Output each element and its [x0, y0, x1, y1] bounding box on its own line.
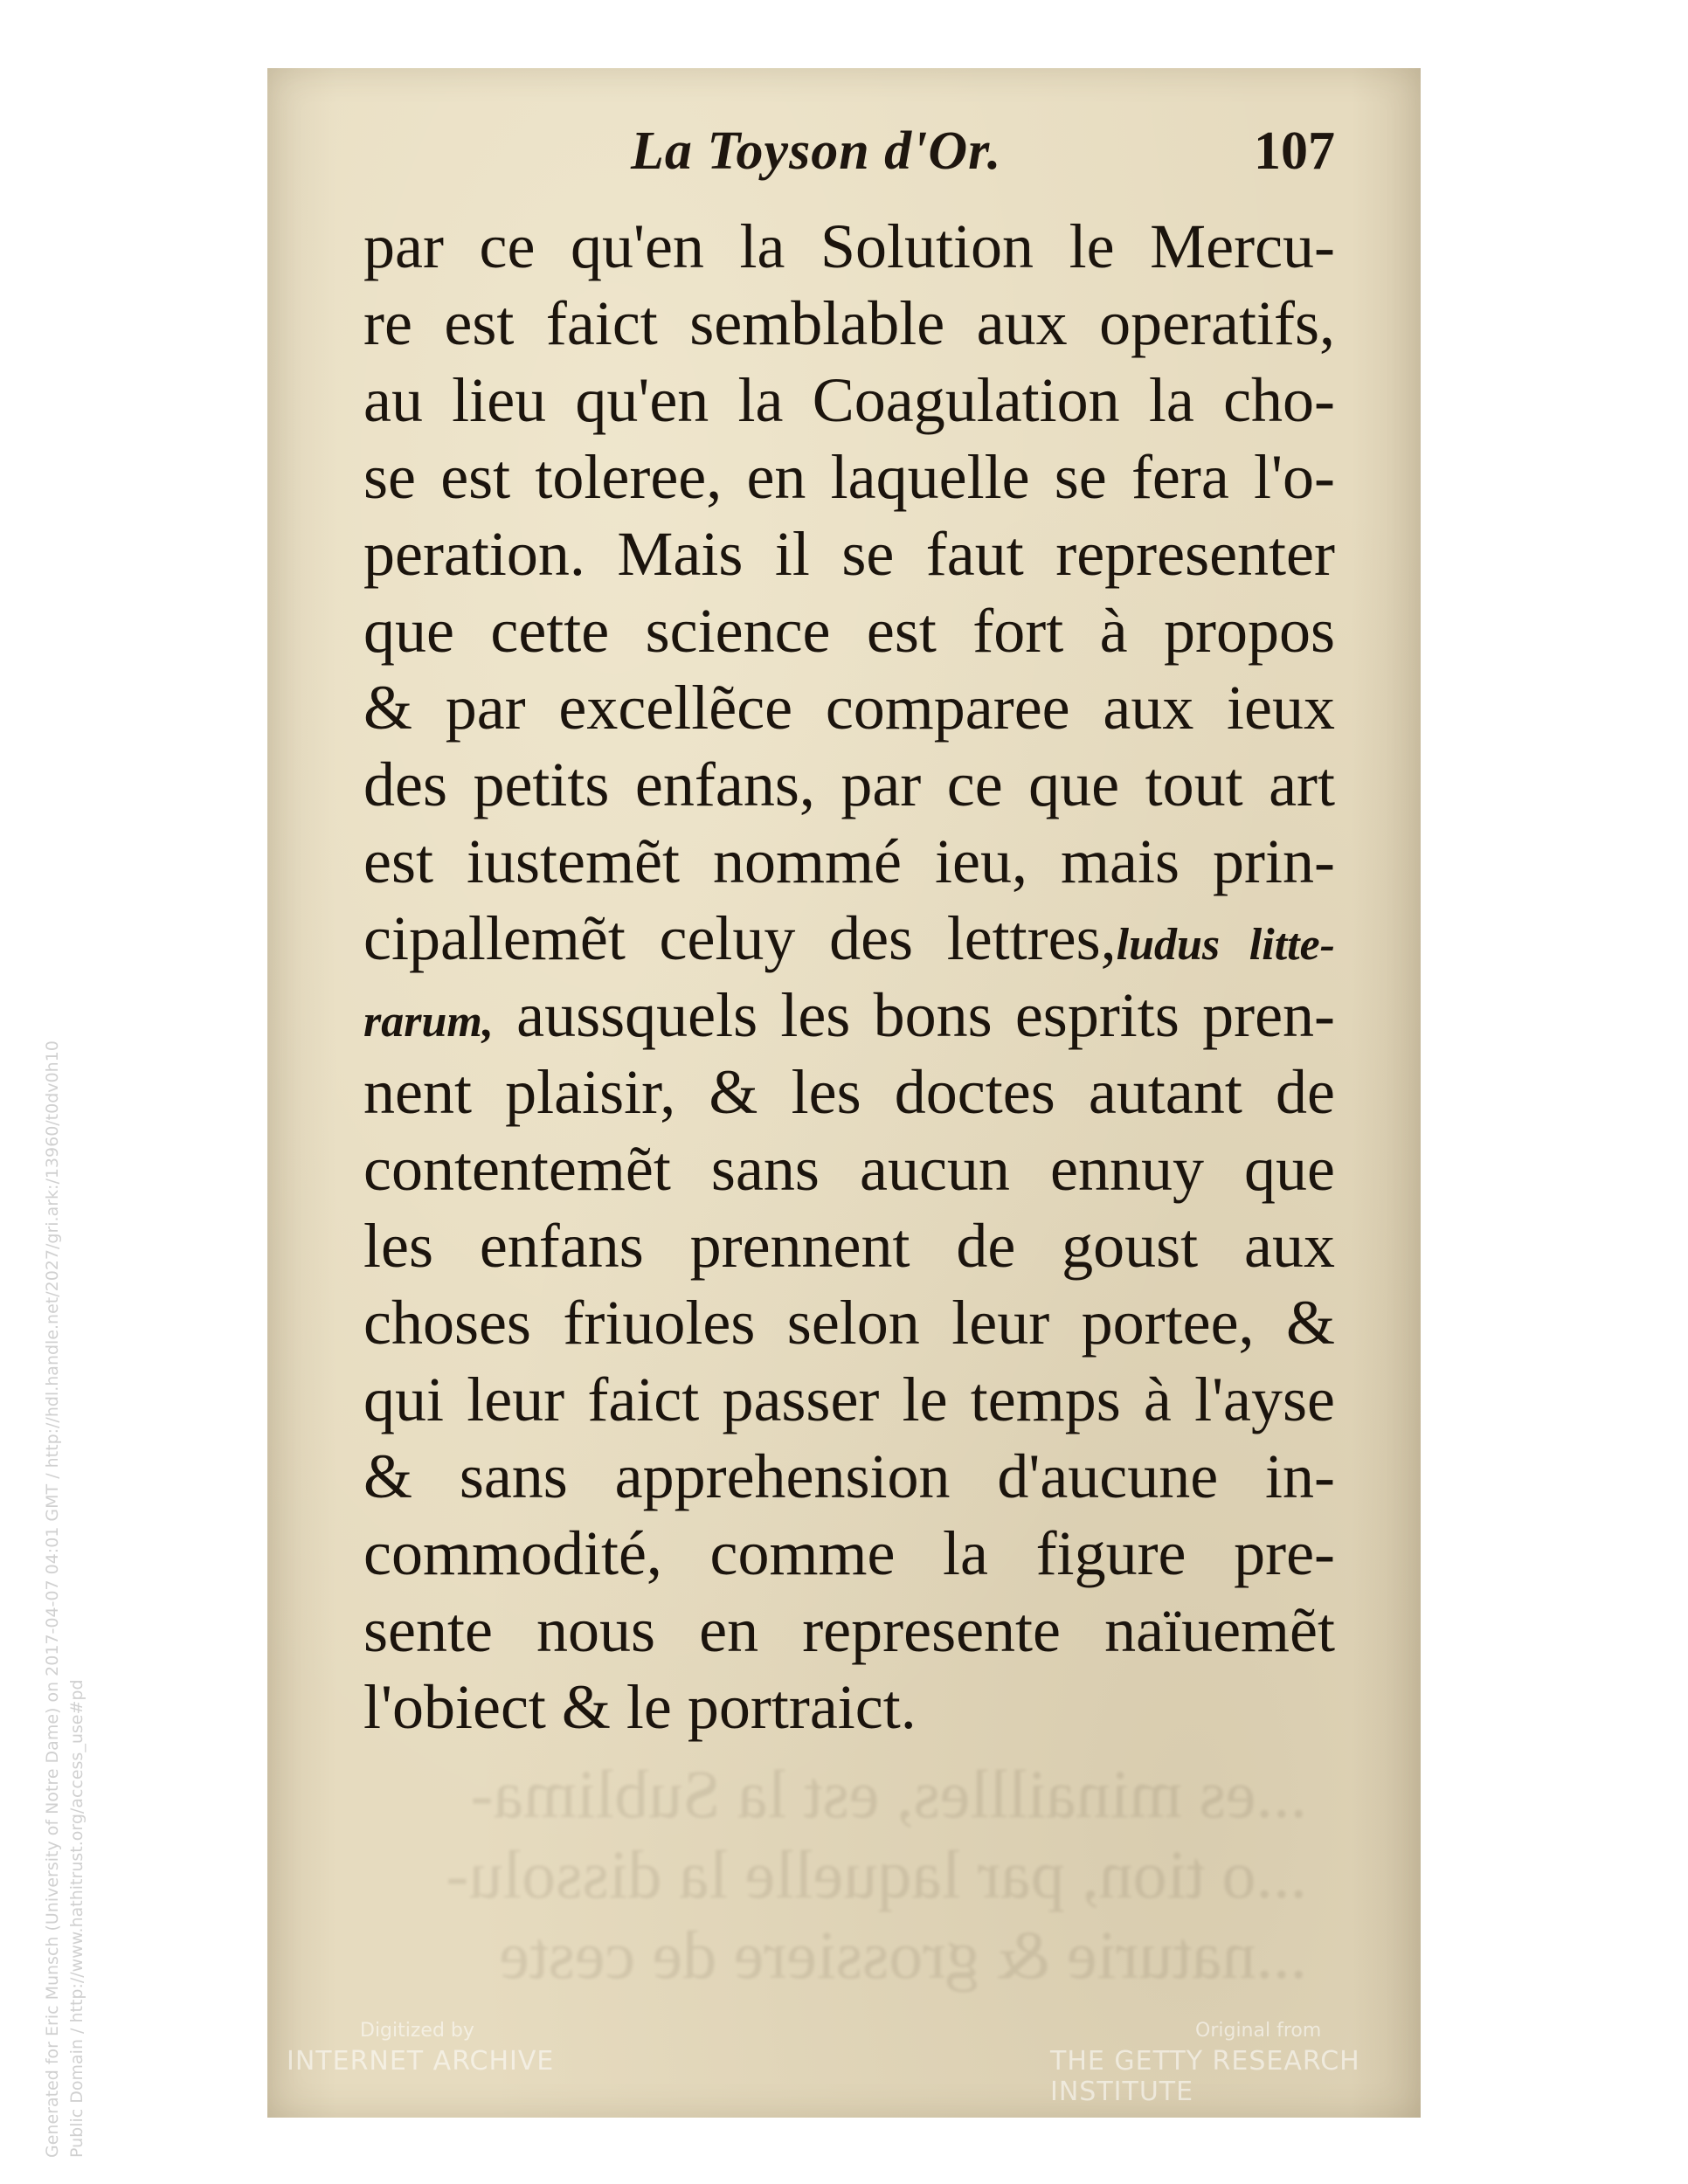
bleed-line: ...o tion, par laquelle la dissolu- [446, 1836, 1307, 1912]
text-line: & par excellẽce comparee aux ieux [363, 673, 1335, 743]
bleed-line: ...naturie & grossiere de ceste [499, 1917, 1307, 1993]
text-line: & sans apprehension d'aucune in- [363, 1441, 1335, 1511]
text-segment: cipallemẽt celuy des lettres, [363, 903, 1117, 973]
text-line: commodité, comme la figure pre- [363, 1518, 1335, 1588]
text-line: se est toleree, en laquelle se fera l'o- [363, 442, 1335, 512]
text-line: des petits enfans, par ce que tout art [363, 750, 1335, 819]
text-line: l'obiect & le portraict. [363, 1672, 917, 1742]
text-line: peration. Mais il se faut representer [363, 519, 1335, 589]
digitization-footer [267, 2013, 1421, 2118]
text-line-with-italic [363, 977, 1335, 1054]
text-line: nent plaisir, & les doctes autant de [363, 1057, 1335, 1127]
digitized-by-label: Digitized by [360, 2020, 474, 2042]
text-line: au lieu qu'en la Coagulation la cho- [363, 365, 1335, 435]
body-text [363, 208, 1335, 1745]
text-line: contentemẽt sans aucun ennuy que [363, 1134, 1335, 1204]
getty-watermark: THE GETTY RESEARCH INSTITUTE [1050, 2046, 1360, 2107]
original-from-label: Original from [1195, 2020, 1322, 2042]
running-head [363, 121, 1335, 217]
text-line: qui leur faict passer le temps à l'ayse [363, 1365, 1335, 1434]
text-line: est iustemẽt nommé ieu, mais prin- [363, 826, 1335, 896]
italic-phrase: rarum, [363, 997, 494, 1047]
italic-phrase: ludus litte- [1116, 920, 1335, 970]
side-note-line: Public Domain / http://www.hathitrust.org/access_use#pd [67, 1679, 86, 2158]
text-line: re est faict semblable aux operatifs, [363, 288, 1335, 358]
text-line: choses friuoles selon leur portee, & [363, 1288, 1335, 1358]
running-title: La Toyson d'Or. [631, 121, 1002, 181]
side-note-line: Generated for Eric Munsch (University of Notre Dame) on 2017-04-07 04:01 GMT / http://hdl.handle.net/2027/gri.ark:/13960/t0dv0h10 [43, 1040, 62, 2158]
text-segment: aussquels les bons esprits pren- [516, 980, 1335, 1050]
page-scan [267, 68, 1421, 2118]
text-line: que cette science est fort à propos [363, 596, 1335, 666]
hathitrust-side-note [40, 1040, 89, 2158]
page-number: 107 [1254, 121, 1335, 181]
text-line: sente nous en represente naïuemẽt [363, 1595, 1335, 1665]
text-line: par ce qu'en la Solution le Mercu- [363, 211, 1335, 281]
bleed-line: ...es minaillles, est la Sublima- [470, 1756, 1307, 1832]
text-line: les enfans prennent de goust aux [363, 1211, 1335, 1281]
internet-archive-watermark: INTERNET ARCHIVE [287, 2046, 555, 2077]
text-line-with-italic [363, 900, 1335, 977]
